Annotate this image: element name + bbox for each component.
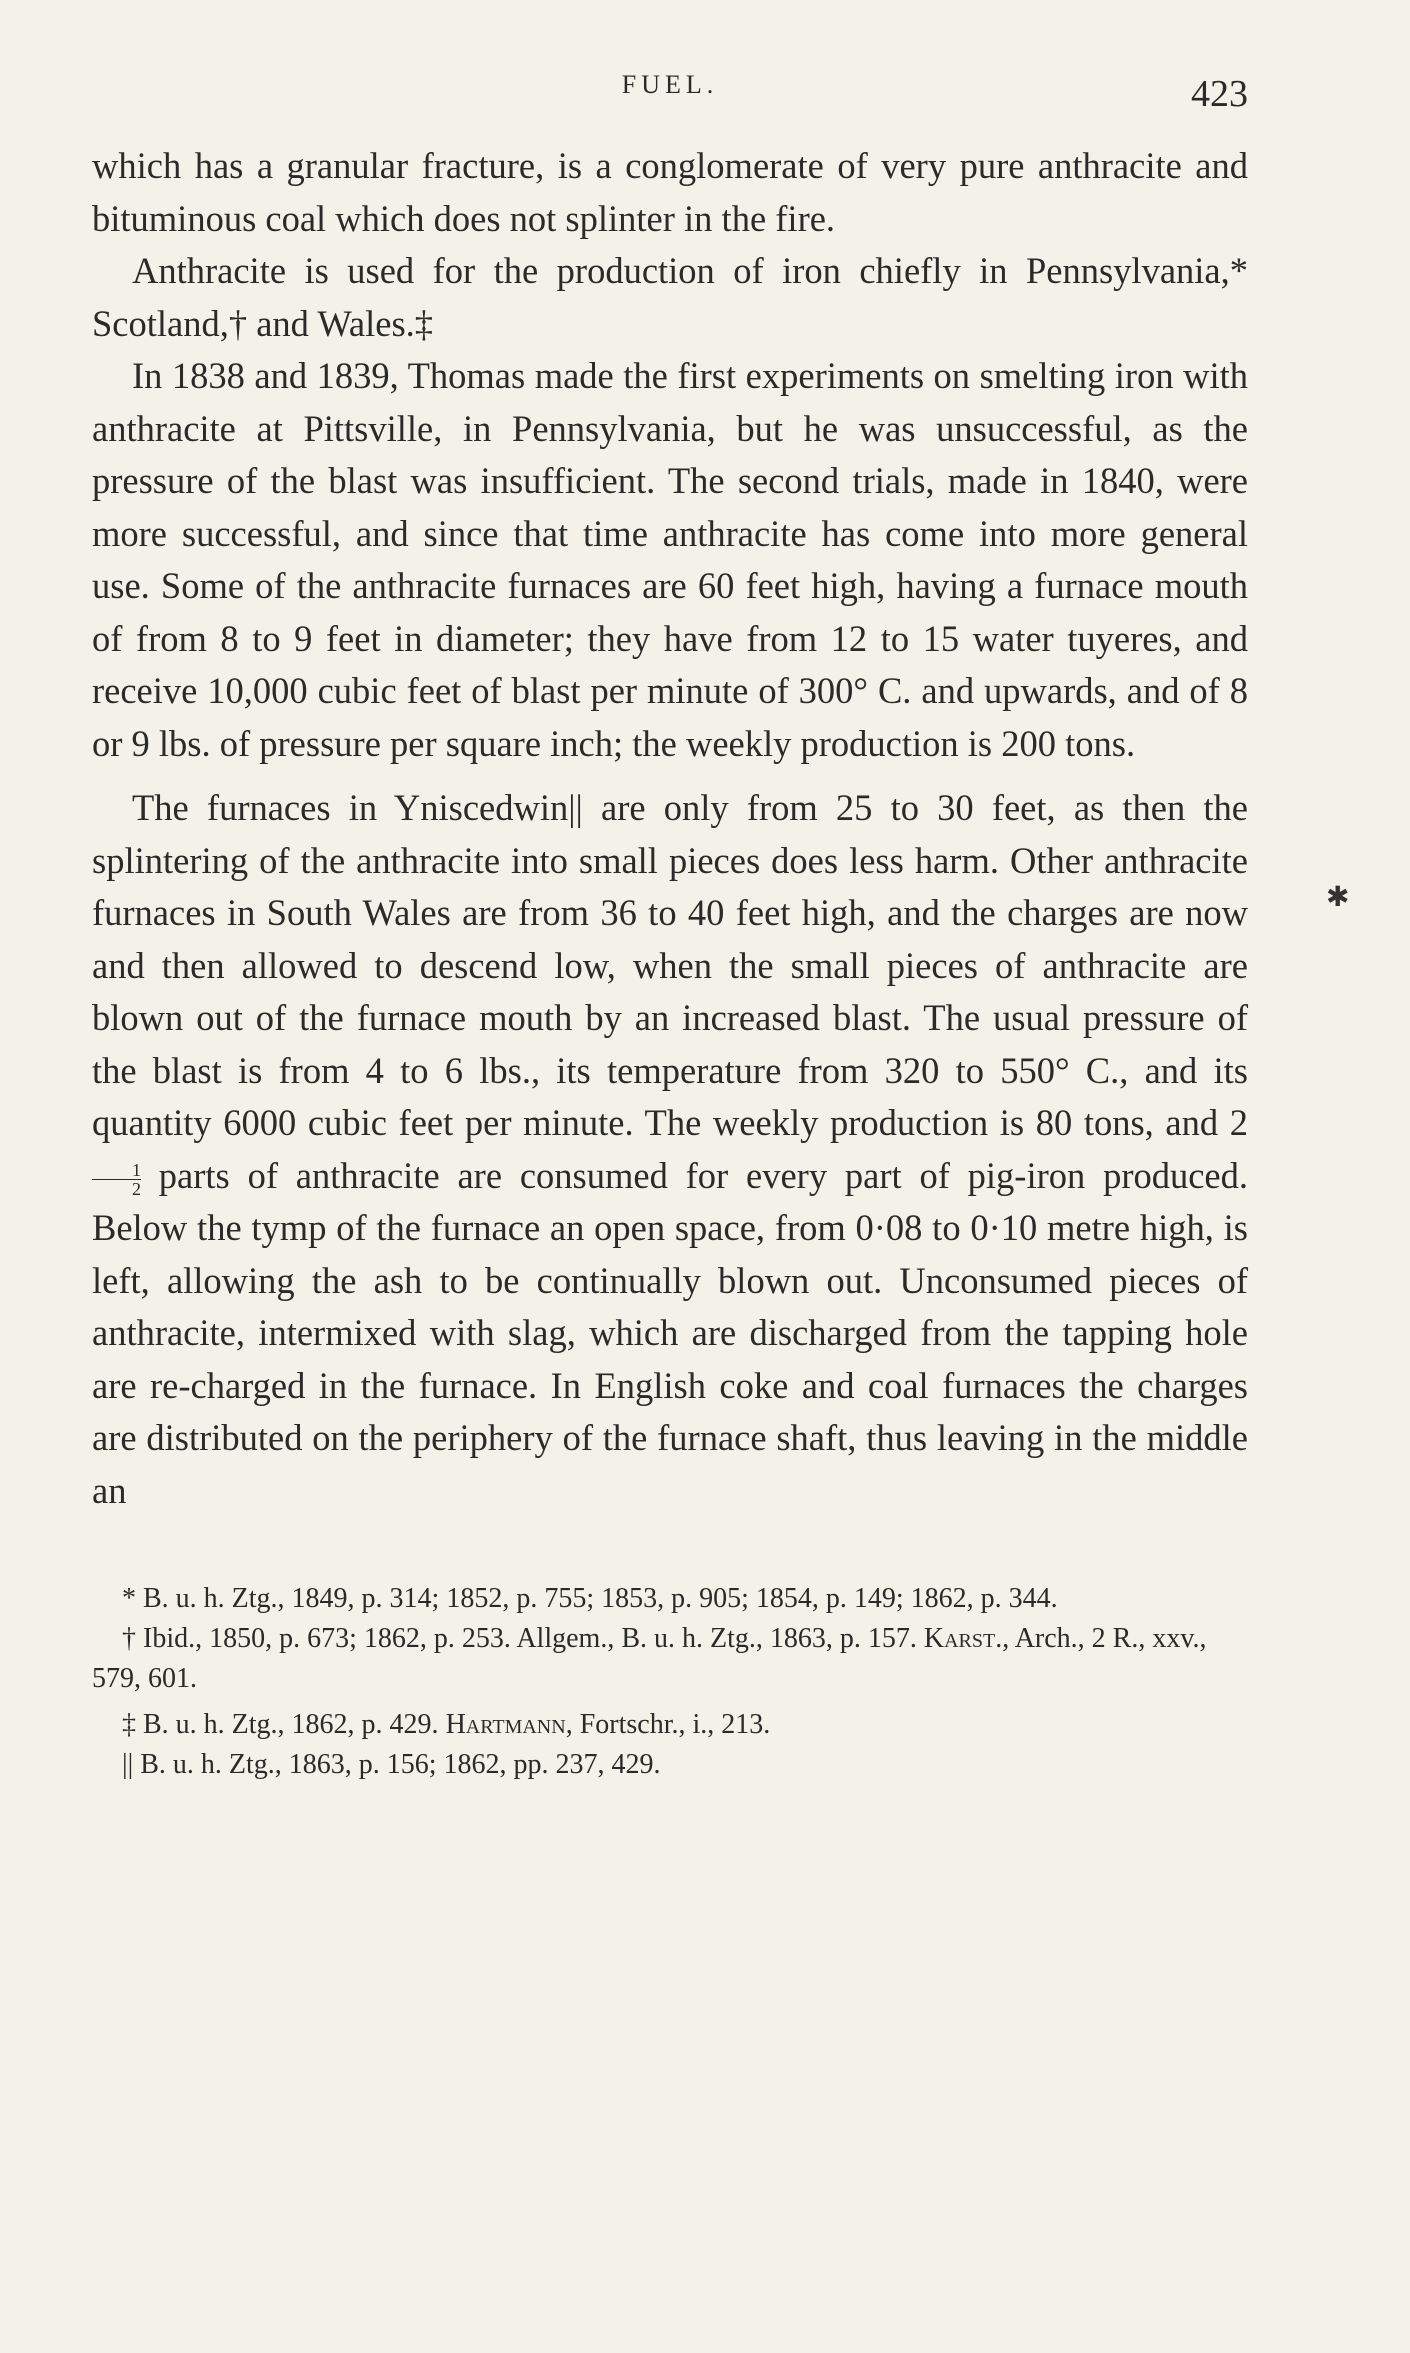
fraction-numerator: 1 xyxy=(92,1161,141,1180)
footnote-double-dagger-part-1: ‡ B. u. h. Ztg., 1862, p. 429. xyxy=(122,1709,446,1740)
fraction-denominator: 2 xyxy=(132,1178,141,1199)
footnote-dagger xyxy=(92,1619,1248,1699)
paragraph-2: Anthracite is used for the production of iron chiefly in Pennsylvania,* Scotland,† and Wales.‡ xyxy=(92,250,1248,344)
footnote-double-dagger-part-2: , Fortschr., i., 213. xyxy=(565,1709,771,1740)
footnote-dagger-part-2: , Arch., 2 R., xxv., 579, 601. xyxy=(92,1623,1207,1694)
footnotes xyxy=(92,1579,1248,1785)
footnote-author-hartmann: Hartmann xyxy=(445,1709,566,1740)
running-head xyxy=(92,70,1248,140)
running-title: FUEL. xyxy=(621,70,719,99)
footnote-asterisk: * B. u. h. Ztg., 1849, p. 314; 1852, p. 755; 1853, p. 905; 1854, p. 149; 1862, p. 344. xyxy=(122,1583,1058,1614)
paragraph-4-part-2: parts of anthracite are consumed for every part of pig-iron produced. Below the tymp of the furnace an open space, from 0·08 to 0·10 metre high, is left, allowing the ash to be continually blown out. Unconsumed pieces of anthracite, intermixed with slag, which are discharged from the tapping hole are re-charged in the furnace. In English coke and coal furnaces the charges are distributed on the periphery of the furnace shaft, thus leaving in the middle an xyxy=(92,1154,1248,1511)
footnote-dagger-part-1: † Ibid., 1850, p. 673; 1862, p. 253. Allgem., B. u. h. Ztg., 1863, p. 157. xyxy=(122,1623,924,1654)
paragraph-1: which has a granular fracture, is a conglomerate of very pure anthracite and bituminous coal which does not splinter in the fire. xyxy=(92,145,1248,239)
footnote-parallel: || B. u. h. Ztg., 1863, p. 156; 1862, pp. 237, 429. xyxy=(122,1749,661,1780)
footnote-double-dagger xyxy=(92,1705,1248,1745)
book-page xyxy=(92,70,1248,1785)
margin-mark-icon: ✱ xyxy=(1326,882,1350,913)
body-text xyxy=(92,140,1248,1517)
paragraph-4-part-1: The furnaces in Yniscedwin|| are only from 25 to 30 feet, as then the splintering of the anthracite into small pieces does less harm. Other anthracite furnaces in South Wales are from 36 to 40 feet high, and the charges are now and then allowed to descend low, when the small pieces of anthracite are blown out of the furnace mouth by an increased blast. The usual pressure of the blast is from 4 to 6 lbs., its temperature from 320 to 550° C., and its quantity 6000 cubic feet per minute. The weekly production is 80 tons, and 2 xyxy=(92,787,1248,1143)
paragraph-3: In 1838 and 1839, Thomas made the first experiments on smelting iron with anthracite at Pittsville, in Pennsylvania, but he was unsuccessful, as the pressure of the blast was insufficient. The second trials, made in 1840, were more successful, and since that time anthracite has come into more general use. Some of the anthracite furnaces are 60 feet high, having a furnace mouth of from 8 to 9 feet in diameter; they have from 12 to 15 water tuyeres, and receive 10,000 cubic feet of blast per minute of 300° C. and upwards, and of 8 or 9 lbs. of pressure per square inch; the weekly production is 200 tons. xyxy=(92,355,1248,764)
paragraph-4 xyxy=(92,782,1248,1517)
fraction-one-half xyxy=(92,1161,141,1198)
footnote-author-karsten: Karst. xyxy=(923,1623,1003,1654)
page-number: 423 xyxy=(1191,73,1248,115)
